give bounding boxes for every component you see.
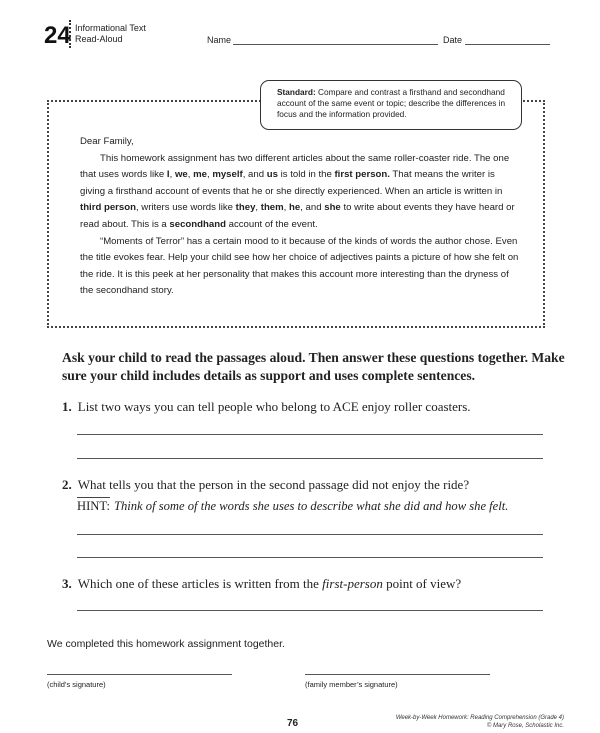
answer-line[interactable] — [77, 534, 543, 535]
hint — [77, 499, 508, 514]
date-field[interactable] — [465, 44, 550, 45]
sep: , — [206, 169, 213, 181]
text-subtype: Read-Aloud — [75, 34, 123, 44]
child-signature-field[interactable] — [47, 674, 232, 675]
question-emphasis: first-person — [322, 576, 383, 591]
question-2 — [62, 477, 469, 493]
keyword: them — [260, 202, 284, 214]
standard-text: Compare and contrast a firsthand and secondhand account of the same event or topic; describe the differences in focus and the information provided. — [277, 87, 506, 119]
keyword: me — [193, 169, 207, 181]
standard-box — [260, 80, 522, 130]
question-text: What tells you that the person in the second passage did not enjoy the ride? — [77, 477, 470, 492]
p1-text: This homework assignment has two different articles about the same roller-coaster ride. The one that uses words like — [80, 152, 510, 181]
keyword: he — [289, 202, 301, 214]
credit-line-2: © Mary Rose, Scholastic Inc. — [486, 723, 564, 729]
family-signature-field[interactable] — [305, 674, 490, 675]
p1-text: , writers use words like — [135, 202, 236, 214]
name-field[interactable] — [233, 44, 438, 45]
sep: , — [187, 169, 194, 181]
name-label: Name — [207, 35, 232, 45]
answer-line[interactable] — [77, 557, 543, 558]
sep: , — [283, 202, 290, 214]
question-text: point of view? — [382, 576, 462, 591]
child-signature-label: (child’s signature) — [47, 680, 106, 689]
question-text: List two ways you can tell people who belong to ACE enjoy roller coasters. — [77, 399, 471, 414]
answer-line[interactable] — [77, 434, 543, 435]
text-type: Informational Text — [75, 23, 146, 33]
keyword: myself — [212, 169, 243, 181]
keyword: we — [174, 169, 188, 181]
keyword: secondhand — [169, 218, 226, 230]
question-text: Which one of these articles is written from the — [77, 576, 323, 591]
sep: , — [255, 202, 261, 214]
letter-greeting: Dear Family, — [80, 136, 134, 147]
completion-statement: We completed this homework assignment together. — [47, 638, 285, 650]
question-number: 1. — [62, 399, 72, 414]
credit — [394, 714, 564, 730]
keyword: us — [266, 169, 278, 181]
keyword: third person — [80, 202, 136, 214]
question-number: 3. — [62, 576, 72, 591]
family-signature-label: (family member’s signature) — [305, 680, 398, 689]
header-divider — [69, 20, 71, 48]
hint-text: Think of some of the words she uses to describe what she did and how she felt. — [113, 499, 509, 513]
hint-label: HINT: — [77, 499, 110, 513]
family-letter — [80, 134, 520, 300]
question-1 — [62, 399, 471, 415]
standard-label: Standard: — [277, 87, 316, 97]
keyword: she — [324, 202, 341, 214]
keyword: first person. — [334, 169, 390, 181]
instructions: Ask your child to read the passages aloud. Then answer these questions together. Make sure your child includes details as support and uses complete sentences. — [62, 350, 565, 383]
keyword: I — [166, 169, 170, 181]
credit-line-1: Week-by-Week Homework: Reading Comprehension (Grade 4) — [395, 715, 564, 721]
question-3 — [62, 576, 461, 592]
answer-line[interactable] — [77, 610, 543, 611]
letter-paragraph-2: “Moments of Terror” has a certain mood to it because of the kinds of words the author chose. Even the title evokes fear. Help your child see how her choice of adjectives paints a picture of how she felt on the ride. It is this peek at her personality that makes this account more interesting than the dryness of the secondhand story. — [80, 235, 519, 297]
p1-text: That means the writer is giving a firsthand account of events that he or she directly experienced. When an article is written in — [80, 169, 503, 197]
sep: , — [169, 169, 175, 181]
question-number: 2. — [62, 477, 72, 492]
date-label: Date — [443, 35, 463, 45]
sep: , and — [242, 169, 267, 181]
footer-page-number: 76 — [287, 718, 299, 729]
p1-text: account of the event. — [225, 218, 318, 230]
page-number: 24 — [44, 22, 71, 49]
sep: , and — [300, 202, 325, 214]
sep: is told in the — [277, 169, 335, 181]
keyword: they — [235, 202, 256, 214]
answer-line[interactable] — [77, 458, 543, 459]
p1-text: to write about events they have heard or read about. This is a — [80, 202, 515, 230]
letter-paragraph-1 — [80, 151, 520, 234]
